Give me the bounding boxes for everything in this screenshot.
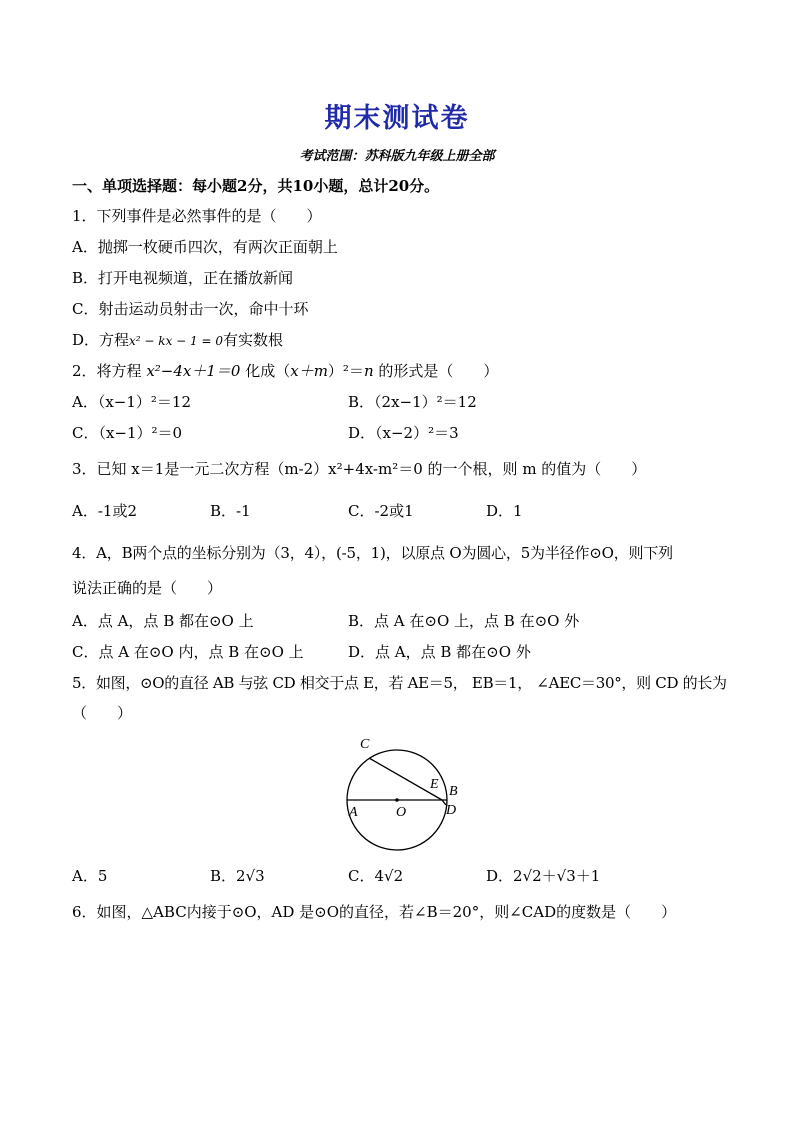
question-5-option-c: C．4√2 [348,867,404,885]
question-5-stem-continued: （ ） [72,704,133,722]
label-e: E [430,777,439,792]
q2-stem-part: 的形式是（ ） [373,362,499,380]
question-4-option-b: B．点 A 在⊙O 上，点 B 在⊙O 外 [348,612,580,630]
question-1-option-b: B．打开电视频道，正在播放新闻 [72,269,294,287]
question-4-stem: 4．A，B两个点的坐标分别为（3，4），(-5，1)，以原点 O为圆心，5为半径作⊙O，则下列 [72,544,673,562]
question-5-option-a: A．5 [72,867,108,885]
question-1-option-c: C．射击运动员射击一次，命中十环 [72,300,309,318]
q2-variable: n [363,362,374,380]
label-c: C [360,737,370,752]
q2-expression: x＋m [290,362,328,380]
page-title: 期末测试卷 [324,103,470,134]
question-5-option-d: D．2√2＋√3＋1 [486,867,601,885]
label-d: D [446,803,457,818]
question-1-option-a: A．抛掷一枚硬币四次，有两次正面朝上 [72,238,338,256]
circle-diagram [334,732,464,862]
question-3-stem: 3．已知 x＝1是一元二次方程（m-2）x²+4x-m²＝0 的一个根，则 m 的值为（ ） [72,460,647,478]
question-5-option-b: B．2√3 [210,867,265,885]
question-3-option-a: A．-1或2 [72,502,137,520]
q2-stem-part: 2．将方程 [72,362,147,380]
q2-equation: x²−4x＋1＝0 [146,362,241,380]
question-5-stem: 5．如图，⊙O的直径 AB 与弦 CD 相交于点 E，若 AE＝5， EB＝1， ∠AEC＝30°，则 CD 的长为 [72,674,727,692]
question-4-stem-continued: 说法正确的是（ ） [72,579,223,597]
question-3-option-d: D．1 [486,502,523,520]
label-b: B [449,784,458,799]
question-4-option-c: C．点 A 在⊙O 内，点 B 在⊙O 上 [72,643,304,661]
question-1-option-d [72,330,283,351]
question-2-stem [72,361,498,381]
question-2-option-b: B．（2x−1）²＝12 [348,393,477,411]
question-2-option-d: D．（x−2）²＝3 [348,424,459,442]
exam-scope: 考试范围：苏科版九年级上册全部 [299,149,495,164]
question-2-option-c: C．（x−1）²＝0 [72,424,183,442]
option-d-equation: x² − kx − 1 = 0 [129,334,223,348]
center-point [395,798,399,802]
q2-stem-part: ）²＝ [327,362,364,380]
question-6-stem: 6．如图，△ABC内接于⊙O，AD 是⊙O的直径，若∠B＝20°，则∠CAD的度数是（ ） [72,903,677,921]
option-d-prefix: D．方程 [72,331,130,349]
option-d-suffix: 有实数根 [222,331,283,349]
question-3-option-c: C．-2或1 [348,502,414,520]
question-1-stem: 1．下列事件是必然事件的是（ ） [72,207,322,225]
question-3-option-b: B．-1 [210,502,251,520]
circle-figure [334,732,464,862]
q2-stem-part: 化成（ [240,362,291,380]
section-heading: 一、单项选择题：每小题2分，共10小题，总计20分。 [72,177,440,195]
question-4-option-d: D．点 A，点 B 都在⊙O 外 [348,643,531,661]
label-o: O [396,805,407,820]
question-4-option-a: A．点 A，点 B 都在⊙O 上 [72,612,254,630]
question-2-option-a: A．（x−1）²＝12 [72,393,192,411]
label-a: A [349,805,358,820]
